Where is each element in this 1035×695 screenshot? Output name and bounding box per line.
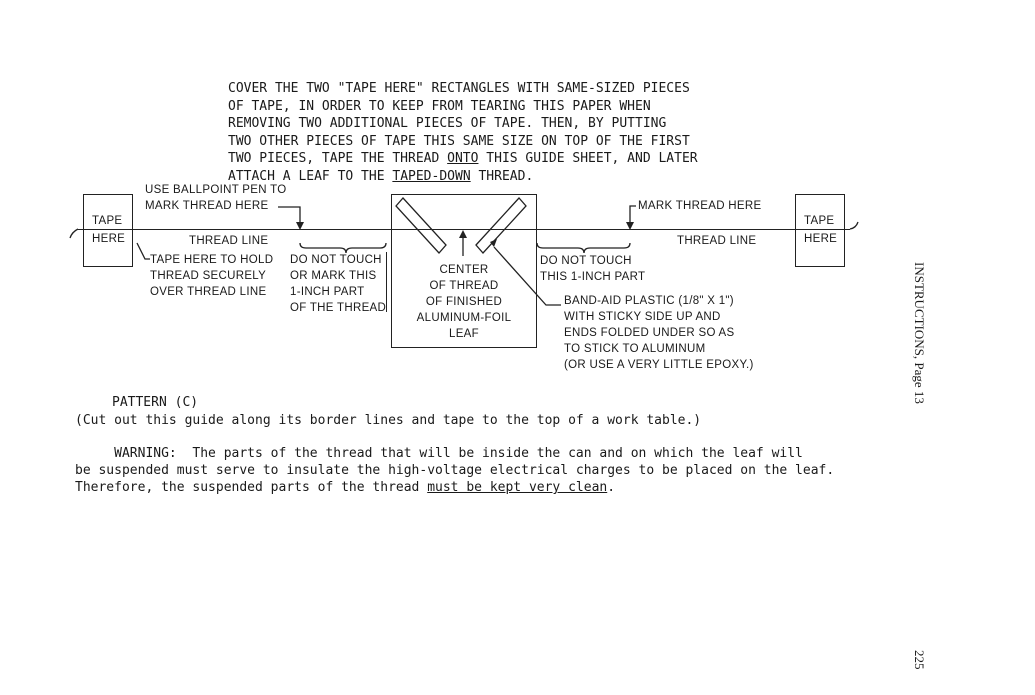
text-run: THREAD. <box>470 168 534 184</box>
pattern-title: PATTERN (C) <box>112 395 199 410</box>
instruction-line: TWO OTHER PIECES OF TAPE THIS SAME SIZE ON TOP OF THE FIRST <box>228 133 690 149</box>
ballpoint-arrowhead <box>296 222 304 230</box>
center-label-line: ALUMINUM-FOIL <box>416 312 512 324</box>
text-run: TWO PIECES, TAPE THE THREAD <box>228 151 448 167</box>
bandaid-note: WITH STICKY SIDE UP AND <box>564 311 721 323</box>
text-run: WARNING: The parts of the thread that will be inside the can and on which the leaf will <box>75 446 803 461</box>
bandaid-arrowhead <box>490 239 497 247</box>
tape-hold-note: THREAD SECURELY <box>150 270 267 282</box>
bandaid-note: (OR USE A VERY LITTLE EPOXY.) <box>564 359 754 371</box>
text-run: THIS GUIDE SHEET, AND LATER <box>478 151 698 167</box>
tape-hold-note: OVER THREAD LINE <box>150 286 267 298</box>
text-run: Therefore, the suspended parts of the thread <box>75 480 428 495</box>
bandaid-note: BAND-AID PLASTIC (1/8" X 1") <box>564 295 734 307</box>
do-not-touch-left: DO NOT TOUCH <box>290 254 382 266</box>
underlined-word: ONTO <box>447 151 479 167</box>
thread-line-label-right: THREAD LINE <box>677 235 757 247</box>
tape-hold-note: TAPE HERE TO HOLD <box>150 254 274 266</box>
center-label-line: LEAF <box>449 328 479 340</box>
instruction-line: REMOVING TWO ADDITIONAL PIECES OF TAPE. THEN, BY PUTTING <box>228 116 667 132</box>
tape-label-right: TAPE <box>804 215 835 227</box>
tape-label-right: HERE <box>804 233 838 245</box>
center-arrowhead <box>459 230 467 238</box>
warning-line <box>75 446 803 461</box>
brace-right <box>537 243 630 253</box>
tape-label-left: TAPE <box>92 215 123 227</box>
foil-strip-left <box>396 198 446 253</box>
bandaid-leader <box>494 247 561 305</box>
underlined-word: TAPED-DOWN <box>392 168 471 184</box>
page-number: 225 <box>912 650 927 670</box>
running-head: INSTRUCTIONS, Page 13 <box>912 262 927 404</box>
brace-left <box>300 243 386 253</box>
mark-right-arrowhead <box>626 222 634 230</box>
text-run: . <box>607 480 616 495</box>
do-not-touch-left: OF THE THREAD <box>290 302 387 314</box>
tape-label-left: HERE <box>92 233 126 245</box>
mark-thread-right: MARK THREAD HERE <box>638 200 762 212</box>
center-label-line: OF FINISHED <box>425 296 503 308</box>
do-not-touch-left: 1-INCH PART <box>290 286 365 298</box>
warning-line <box>75 480 615 495</box>
instruction-line: COVER THE TWO "TAPE HERE" RECTANGLES WITH SAME-SIZED PIECES <box>228 81 690 96</box>
instruction-line: OF TAPE, IN ORDER TO KEEP FROM TEARING THIS PAPER WHEN <box>228 98 651 114</box>
center-label-line: OF THREAD <box>429 280 499 292</box>
foil-strip-right <box>476 198 526 253</box>
warning-line: be suspended must serve to insulate the high-voltage electrical charges to be placed on the leaf. <box>75 463 835 478</box>
bandaid-note: ENDS FOLDED UNDER SO AS <box>564 327 735 339</box>
do-not-touch-right: THIS 1-INCH PART <box>540 271 646 283</box>
thread-line-label-left: THREAD LINE <box>189 235 269 247</box>
underlined-phrase: must be kept very clean <box>427 480 608 495</box>
pattern-caption: (Cut out this guide along its border lines and tape to the top of a work table.) <box>75 413 702 428</box>
tape-hold-leader <box>137 243 150 259</box>
thread-curl-right <box>850 222 858 229</box>
ballpoint-note: MARK THREAD HERE <box>145 200 269 212</box>
do-not-touch-right: DO NOT TOUCH <box>540 255 632 267</box>
bandaid-note: TO STICK TO ALUMINUM <box>564 343 706 355</box>
text-run: ATTACH A LEAF TO THE <box>228 168 393 184</box>
ballpoint-note: USE BALLPOINT PEN TO <box>145 184 287 196</box>
do-not-touch-left: OR MARK THIS <box>290 270 377 282</box>
thread-curl-left <box>70 229 78 238</box>
center-label-line: CENTER <box>439 264 489 276</box>
